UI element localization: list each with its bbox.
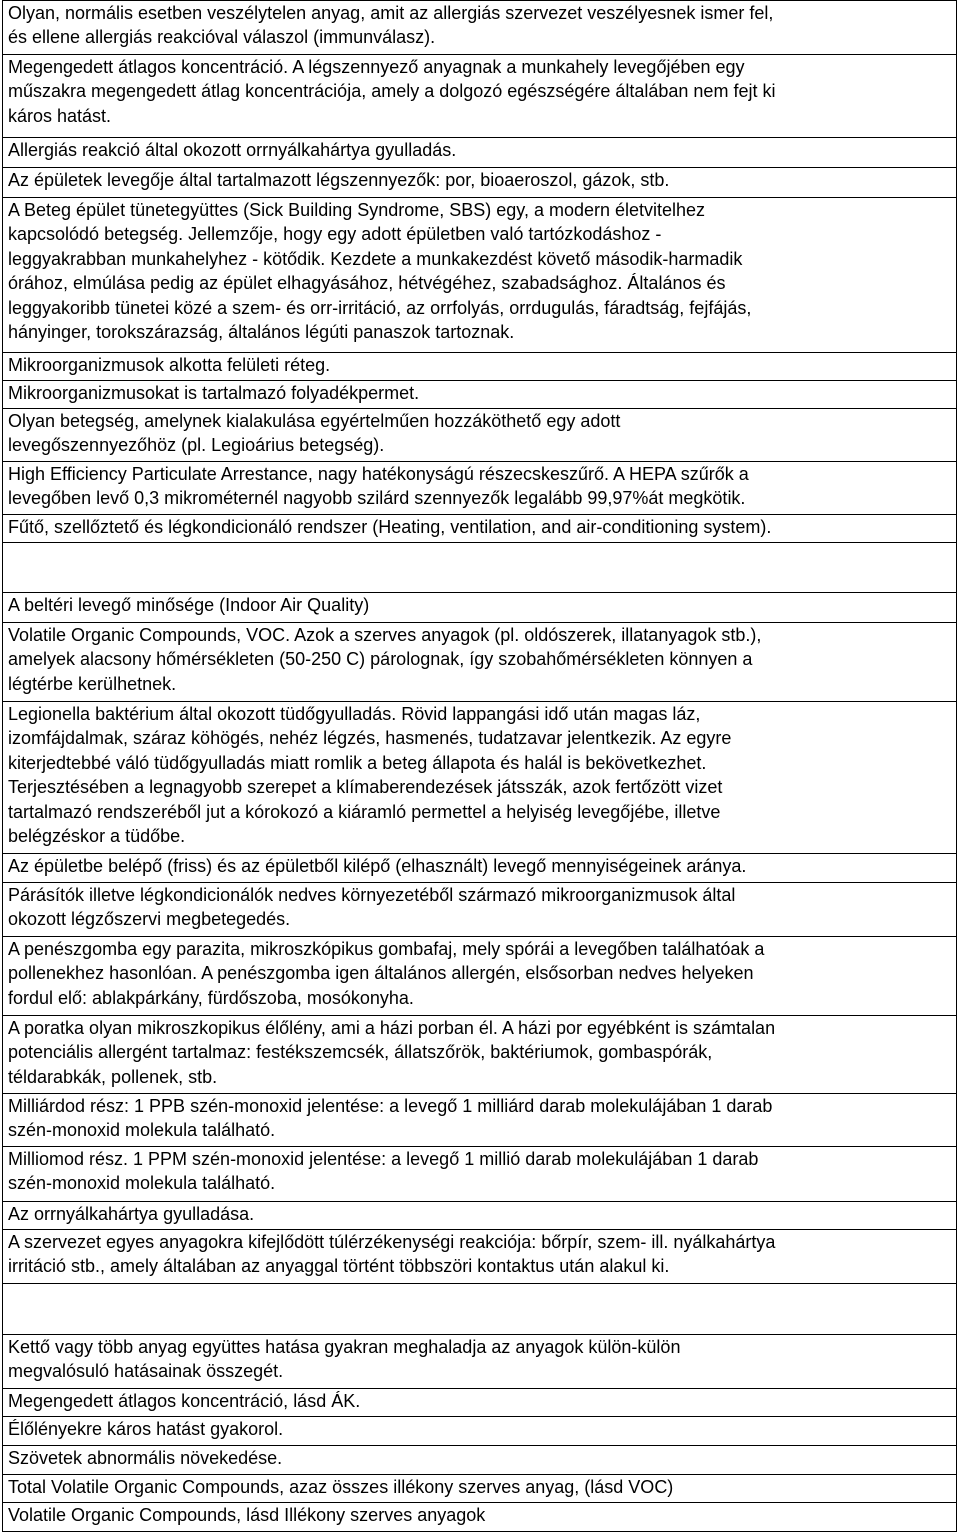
table-row (3, 623, 957, 702)
definition-cell: A szervezet egyes anyagokra kifejlődött túlérzékenységi reakciója: bőrpír, szem- ill. nyálkahártya irritáció stb., amely általában az anyaggal történt többszöri kontaktus után alakul ki. (3, 1230, 957, 1284)
table-row (3, 515, 957, 543)
empty-cell (3, 543, 957, 593)
table-row (3, 1503, 957, 1532)
definition-cell: Milliárdod rész: 1 PPB szén-monoxid jelentése: a levegő 1 milliárd darab molekulájában 1 darab szén-monoxid molekula található. (3, 1094, 957, 1147)
definition-cell: Olyan betegség, amelynek kialakulása egyértelműen hozzáköthető egy adott levegőszennyezőhöz (pl. Legioárius betegség). (3, 409, 957, 462)
table-row (3, 409, 957, 462)
table-row (3, 593, 957, 623)
definition-cell: A Beteg épület tünetegyüttes (Sick Building Syndrome, SBS) egy, a modern életvitelhez kapcsolódó betegség. Jellemzője, hogy egy adott épületben való tartózkodáshoz - leggyakrabban munkahelyhez - kötődik. Kezdete a munkakezdést követő második-harmadik órához, elmúlása pedig az épület elhagyásához, hétvégéhez, szabadsághoz. Általános és leggyakoribb tünetei közé a szem- és orr-irritáció, az orrfolyás, orrdugulás, fáradtság, fejfájás, hányinger, torokszárazság, általános légúti panaszok tartoznak. (3, 198, 957, 353)
table-row (3, 543, 957, 593)
definition-cell: Szövetek abnormális növekedése. (3, 1446, 957, 1475)
definition-cell: Volatile Organic Compounds, VOC. Azok a szerves anyagok (pl. oldószerek, illatanyagok stb.), amelyek alacsony hőmérsékleten (50-250 C) párolognak, így szobahőmérsékleten könnyen a légtérbe kerülhetnek. (3, 623, 957, 702)
definition-cell: Megengedett átlagos koncentráció. A légszennyező anyagnak a munkahely levegőjében egy műszakra megengedett átlag koncentrációja, amely a dolgozó egészségére általában nem fejt ki káros hatást. (3, 55, 957, 138)
table-row (3, 854, 957, 883)
table-row (3, 883, 957, 937)
table-row (3, 462, 957, 515)
definition-cell: High Efficiency Particulate Arrestance, nagy hatékonyságú részecskeszűrő. A HEPA szűrők a levegőben levő 0,3 mikrométernél nagyobb szilárd szennyezők legalább 99,97%át megkötik. (3, 462, 957, 515)
definition-cell: A beltéri levegő minősége (Indoor Air Quality) (3, 593, 957, 623)
definition-cell: A penészgomba egy parazita, mikroszkópikus gombafaj, mely spórái a levegőben találhatóak a pollenekhez hasonlóan. A penészgomba igen általános allergén, elsősorban nedves helyeken fordul elő: ablakpárkány, fürdőszoba, mosókonyha. (3, 937, 957, 1016)
definition-cell: Mikroorganizmusokat is tartalmazó folyadékpermet. (3, 381, 957, 409)
table-row (3, 1417, 957, 1446)
table-row (3, 198, 957, 353)
definition-cell: Kettő vagy több anyag együttes hatása gyakran meghaladja az anyagok külön-külön megvalósuló hatásainak összegét. (3, 1335, 957, 1389)
definitions-table (2, 0, 957, 1532)
table-row (3, 168, 957, 198)
table-row (3, 1230, 957, 1284)
table-row (3, 138, 957, 168)
table-row (3, 702, 957, 854)
definition-cell: A poratka olyan mikroszkopikus élőlény, ami a házi porban él. A házi por egyébként is számtalan potenciális allergént tartalmaz: festékszemcsék, állatszőrök, baktériumok, gombaspórák, téldarabkák, pollenek, stb. (3, 1016, 957, 1094)
table-row (3, 1446, 957, 1475)
definitions-table-body (3, 1, 957, 1532)
empty-cell (3, 1284, 957, 1335)
definition-cell: Olyan, normális esetben veszélytelen anyag, amit az allergiás szervezet veszélyesnek ismer fel, és ellene allergiás reakcióval válaszol (immunválasz). (3, 1, 957, 55)
table-row (3, 1475, 957, 1503)
definition-cell: Milliomod rész. 1 PPM szén-monoxid jelentése: a levegő 1 millió darab molekulájában 1 darab szén-monoxid molekula található. (3, 1147, 957, 1202)
definition-cell: Az orrnyálkahártya gyulladása. (3, 1202, 957, 1230)
definition-cell: Az épületek levegője által tartalmazott légszennyezők: por, bioaeroszol, gázok, stb. (3, 168, 957, 198)
definition-cell: Allergiás reakció által okozott orrnyálkahártya gyulladás. (3, 138, 957, 168)
table-row (3, 55, 957, 138)
table-row (3, 1016, 957, 1094)
definition-cell: Megengedett átlagos koncentráció, lásd ÁK. (3, 1389, 957, 1417)
definition-cell: Élőlényekre káros hatást gyakorol. (3, 1417, 957, 1446)
table-row (3, 1202, 957, 1230)
table-row (3, 1, 957, 55)
table-row (3, 1284, 957, 1335)
table-row (3, 1094, 957, 1147)
table-row (3, 381, 957, 409)
definition-cell: Fűtő, szellőztető és légkondicionáló rendszer (Heating, ventilation, and air-conditioning system). (3, 515, 957, 543)
table-row (3, 1335, 957, 1389)
definition-cell: Total Volatile Organic Compounds, azaz összes illékony szerves anyag, (lásd VOC) (3, 1475, 957, 1503)
definition-cell: Párásítók illetve légkondicionálók nedves környezetéből származó mikroorganizmusok által okozott légzőszervi megbetegedés. (3, 883, 957, 937)
definition-cell: Az épületbe belépő (friss) és az épületből kilépő (elhasznált) levegő mennyiségeinek aránya. (3, 854, 957, 883)
definition-cell: Legionella baktérium által okozott tüdőgyulladás. Rövid lappangási idő után magas láz, izomfájdalmak, száraz köhögés, nehéz légzés, hasmenés, tudatzavar jelentkezik. Az egyre kiterjedtebbé váló tüdőgyulladás miatt romlik a beteg állapota és halál is bekövetkezhet. Terjesztésében a legnagyobb szerepet a klímaberendezések játsszák, azok fertőzött vizet tartalmazó rendszeréből jut a kórokozó a kiáramló permettel a helyiség levegőjébe, illetve belégzéskor a tüdőbe. (3, 702, 957, 854)
definition-cell: Mikroorganizmusok alkotta felületi réteg. (3, 353, 957, 381)
table-row (3, 353, 957, 381)
table-row (3, 1147, 957, 1202)
table-row (3, 1389, 957, 1417)
table-row (3, 937, 957, 1016)
definition-cell: Volatile Organic Compounds, lásd Illékony szerves anyagok (3, 1503, 957, 1532)
